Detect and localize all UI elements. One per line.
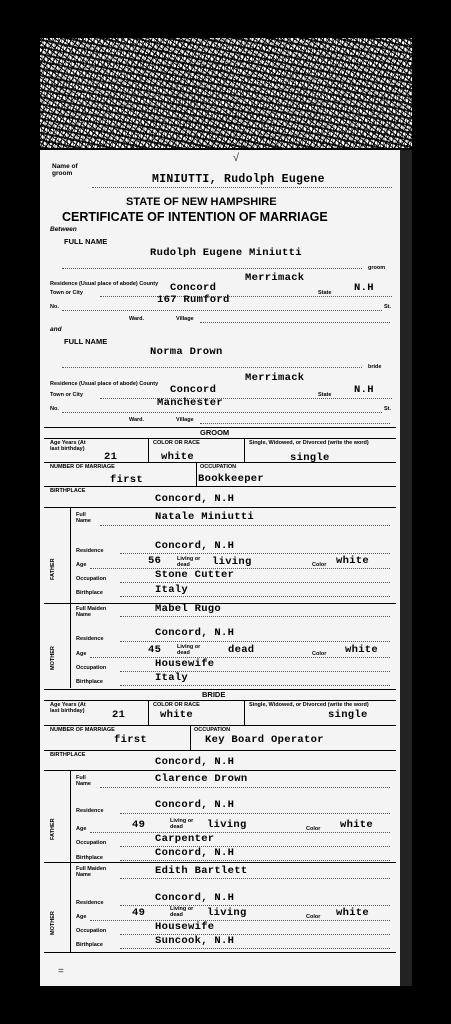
groom-no-label: No. bbox=[50, 304, 59, 310]
bride-full-name: Norma Drown bbox=[150, 346, 223, 358]
rule bbox=[44, 725, 396, 726]
groom-section-heading: GROOM bbox=[200, 428, 230, 437]
bride-mother-name: Edith Bartlett bbox=[155, 865, 248, 877]
bride-street: Manchester bbox=[157, 397, 224, 409]
groom-full-name: Rudolph Eugene Miniutti bbox=[150, 247, 302, 259]
groom-father-color: white bbox=[336, 555, 370, 567]
bride-mother-occupation: Housewife bbox=[155, 921, 215, 933]
groom-mother-occupation: Housewife bbox=[155, 658, 215, 670]
dotted-line bbox=[100, 296, 392, 297]
bride-father-side-label: FATHER bbox=[50, 818, 56, 840]
groom-ward-label: Ward. bbox=[129, 316, 145, 322]
groom-father-residence: Concord, N.H bbox=[155, 540, 235, 552]
groom-father-occupation: Stone Cutter bbox=[155, 569, 235, 581]
bride-state: N.H bbox=[354, 384, 374, 396]
groom-birthplace-label: BIRTHPLACE bbox=[50, 488, 86, 494]
dotted-line bbox=[120, 582, 390, 583]
bride-st-label: St. bbox=[384, 406, 392, 412]
bride-father-residence-label: Residence bbox=[76, 808, 104, 814]
bride-color: white bbox=[160, 709, 194, 721]
bride-number: first bbox=[114, 734, 148, 746]
bride-father-color-label: Color bbox=[306, 826, 321, 832]
bride-ward-label: Ward. bbox=[129, 417, 145, 423]
bride-role-label: bride bbox=[368, 364, 382, 370]
dotted-line bbox=[90, 832, 390, 833]
groom-father-occupation-label: Occupation bbox=[76, 576, 107, 582]
bride-town: Concord bbox=[170, 384, 217, 396]
and-label: and bbox=[50, 326, 62, 333]
bride-color-label: COLOR OR RACE bbox=[153, 702, 200, 708]
groom-birthplace: Concord, N.H bbox=[155, 493, 235, 505]
groom-mother-living: dead bbox=[228, 644, 255, 656]
bride-mother-living-label: Living or dead bbox=[170, 906, 194, 918]
dotted-line bbox=[100, 787, 390, 788]
bride-village-label: Village bbox=[176, 417, 194, 423]
dotted-line bbox=[120, 878, 390, 879]
dotted-line bbox=[62, 367, 362, 368]
bride-section-heading: BRIDE bbox=[202, 690, 226, 699]
bride-mother-color-label: Color bbox=[306, 914, 321, 920]
groom-county: Merrimack bbox=[245, 272, 305, 284]
dotted-line bbox=[120, 685, 390, 686]
groom-status: single bbox=[290, 452, 330, 464]
dotted-line bbox=[90, 657, 390, 658]
groom-father-color-label: Color bbox=[312, 562, 327, 568]
dotted-line bbox=[62, 412, 382, 413]
bride-no-label: No. bbox=[50, 406, 59, 412]
bride-birthplace: Concord, N.H bbox=[155, 756, 235, 768]
bride-age-label: Age Years (At last birthday) bbox=[50, 702, 86, 714]
bride-mother-occupation-label: Occupation bbox=[76, 928, 107, 934]
bride-father-name-label: Full Name bbox=[76, 775, 91, 787]
groom-father-birthplace-label: Birthplace bbox=[76, 590, 103, 596]
bride-father-residence: Concord, N.H bbox=[155, 799, 235, 811]
scan-noise-area bbox=[40, 38, 412, 148]
rule bbox=[190, 725, 191, 750]
dotted-line bbox=[62, 268, 362, 269]
certificate-title: CERTIFICATE OF INTENTION OF MARRIAGE bbox=[62, 210, 328, 224]
dotted-line bbox=[100, 398, 392, 399]
bride-father-birthplace: Concord, N.H bbox=[155, 847, 235, 859]
bride-father-living-label: Living or dead bbox=[170, 818, 194, 830]
groom-father-living: living bbox=[212, 556, 252, 568]
groom-mother-name: Mabel Rugo bbox=[155, 603, 222, 615]
groom-number-label: NUMBER OF MARRIAGE bbox=[50, 464, 115, 470]
rule bbox=[44, 507, 396, 508]
bride-town-label: Town or City bbox=[50, 392, 83, 398]
groom-occupation-label: OCCUPATION bbox=[200, 464, 237, 470]
rule bbox=[44, 952, 396, 953]
rule bbox=[44, 462, 396, 463]
bride-mother-age-label: Age bbox=[76, 914, 87, 920]
rule bbox=[44, 770, 396, 771]
dotted-line bbox=[120, 641, 390, 642]
bride-county: Merrimack bbox=[245, 372, 305, 384]
groom-state: N.H bbox=[354, 282, 374, 294]
bride-birthplace-label: BIRTHPLACE bbox=[50, 752, 86, 758]
groom-town-label: Town or City bbox=[50, 290, 83, 296]
groom-color-label: COLOR OR RACE bbox=[153, 440, 200, 446]
bride-number-label: NUMBER OF MARRIAGE bbox=[50, 727, 115, 733]
groom-mother-age: 45 bbox=[148, 644, 162, 656]
bride-status-label: Single, Widowed, or Divorced (write the word) bbox=[249, 702, 369, 708]
bride-status: single bbox=[328, 709, 368, 721]
dotted-line bbox=[90, 568, 390, 569]
groom-mother-color-label: Color bbox=[312, 651, 327, 657]
state-heading: STATE OF NEW HAMPSHIRE bbox=[126, 196, 277, 208]
dotted-line bbox=[120, 860, 390, 861]
rule bbox=[44, 750, 396, 751]
bride-father-occupation: Carpenter bbox=[155, 833, 215, 845]
dotted-line bbox=[120, 616, 390, 617]
bride-mother-residence: Concord, N.H bbox=[155, 892, 235, 904]
dotted-line bbox=[120, 553, 390, 554]
groom-status-label: Single, Widowed, or Divorced (write the word) bbox=[249, 440, 369, 446]
margin-mark: = bbox=[58, 966, 64, 977]
dotted-line bbox=[90, 920, 390, 921]
bride-occupation: Key Board Operator bbox=[205, 734, 324, 746]
rule bbox=[44, 438, 396, 439]
bride-father-living: living bbox=[207, 819, 247, 831]
bride-father-age: 49 bbox=[132, 819, 146, 831]
groom-village-label: Village bbox=[176, 316, 194, 322]
groom-father-living-label: Living or dead bbox=[177, 556, 201, 568]
bride-mother-name-label: Full Maiden Name bbox=[76, 866, 107, 878]
bride-residence-label: Residence (Usual place of abode) County bbox=[50, 381, 159, 387]
groom-name-top: MINIUTTI, Rudolph Eugene bbox=[152, 173, 325, 186]
groom-mother-occupation-label: Occupation bbox=[76, 665, 107, 671]
bride-mother-side-label: MOTHER bbox=[50, 911, 56, 935]
bride-father-color: white bbox=[340, 819, 374, 831]
groom-mother-name-label: Full Maiden Name bbox=[76, 606, 107, 618]
dotted-line bbox=[120, 905, 390, 906]
rule bbox=[244, 438, 245, 462]
dotted-line bbox=[92, 187, 392, 188]
groom-age: 21 bbox=[104, 451, 118, 463]
bride-father-age-label: Age bbox=[76, 826, 87, 832]
bride-father-birthplace-label: Birthplace bbox=[76, 855, 103, 861]
bride-father-name: Clarence Drown bbox=[155, 773, 248, 785]
groom-town: Concord bbox=[170, 282, 217, 294]
bride-father-occupation-label: Occupation bbox=[76, 840, 107, 846]
groom-mother-color: white bbox=[345, 644, 379, 656]
groom-occupation: Bookkeeper bbox=[198, 473, 265, 485]
rule bbox=[196, 462, 197, 486]
rule bbox=[70, 770, 71, 862]
bride-mother-residence-label: Residence bbox=[76, 900, 104, 906]
bride-mother-color: white bbox=[336, 907, 370, 919]
bride-age: 21 bbox=[112, 709, 126, 721]
groom-street: 167 Rumford bbox=[157, 294, 230, 306]
groom-mother-birthplace: Italy bbox=[155, 672, 189, 684]
groom-father-age-label: Age bbox=[76, 562, 87, 568]
between-label: Between bbox=[50, 226, 77, 233]
dotted-line bbox=[120, 813, 390, 814]
check-mark: √ bbox=[233, 152, 240, 164]
groom-full-name-label: FULL NAME bbox=[64, 237, 108, 246]
groom-mother-birthplace-label: Birthplace bbox=[76, 679, 103, 685]
groom-role-label: groom bbox=[368, 265, 386, 271]
rule bbox=[148, 438, 149, 462]
groom-mother-age-label: Age bbox=[76, 651, 87, 657]
groom-age-label: Age Years (At last birthday) bbox=[50, 440, 86, 452]
rule bbox=[70, 507, 71, 603]
bride-full-name-label: FULL NAME bbox=[64, 337, 108, 346]
groom-mother-residence-label: Residence bbox=[76, 636, 104, 642]
groom-color: white bbox=[161, 451, 195, 463]
bride-mother-age: 49 bbox=[132, 907, 146, 919]
groom-father-side-label: FATHER bbox=[50, 558, 56, 580]
paper-edge-shadow bbox=[400, 150, 412, 986]
groom-father-residence-label: Residence bbox=[76, 548, 104, 554]
groom-father-name: Natale Miniutti bbox=[155, 511, 255, 523]
name-of-groom-label: Name of groom bbox=[52, 163, 78, 177]
rule bbox=[244, 700, 245, 725]
dotted-line bbox=[200, 322, 390, 323]
groom-st-label: St. bbox=[384, 304, 392, 310]
groom-father-age: 56 bbox=[148, 555, 162, 567]
rule bbox=[70, 862, 71, 952]
rule bbox=[148, 700, 149, 725]
groom-mother-living-label: Living or dead bbox=[177, 644, 201, 656]
groom-mother-residence: Concord, N.H bbox=[155, 627, 235, 639]
groom-father-birthplace: Italy bbox=[155, 584, 189, 596]
groom-father-name-label: Full Name bbox=[76, 512, 91, 524]
bride-mother-birthplace-label: Birthplace bbox=[76, 942, 103, 948]
bride-mother-birthplace: Suncook, N.H bbox=[155, 935, 235, 947]
dotted-line bbox=[100, 525, 390, 526]
bride-state-label: State bbox=[318, 392, 332, 398]
bride-occupation-label: OCCUPATION bbox=[194, 727, 231, 733]
rule bbox=[70, 603, 71, 688]
rule bbox=[44, 486, 396, 487]
groom-residence-label: Residence (Usual place of abode) County bbox=[50, 281, 159, 287]
groom-number: first bbox=[110, 474, 144, 486]
bride-mother-living: living bbox=[207, 907, 247, 919]
dotted-line bbox=[62, 310, 382, 311]
dotted-line bbox=[120, 948, 390, 949]
dotted-line bbox=[120, 596, 390, 597]
groom-mother-side-label: MOTHER bbox=[50, 646, 56, 670]
groom-state-label: State bbox=[318, 290, 332, 296]
rule bbox=[44, 700, 396, 701]
rule bbox=[44, 862, 396, 863]
dotted-line bbox=[200, 423, 390, 424]
